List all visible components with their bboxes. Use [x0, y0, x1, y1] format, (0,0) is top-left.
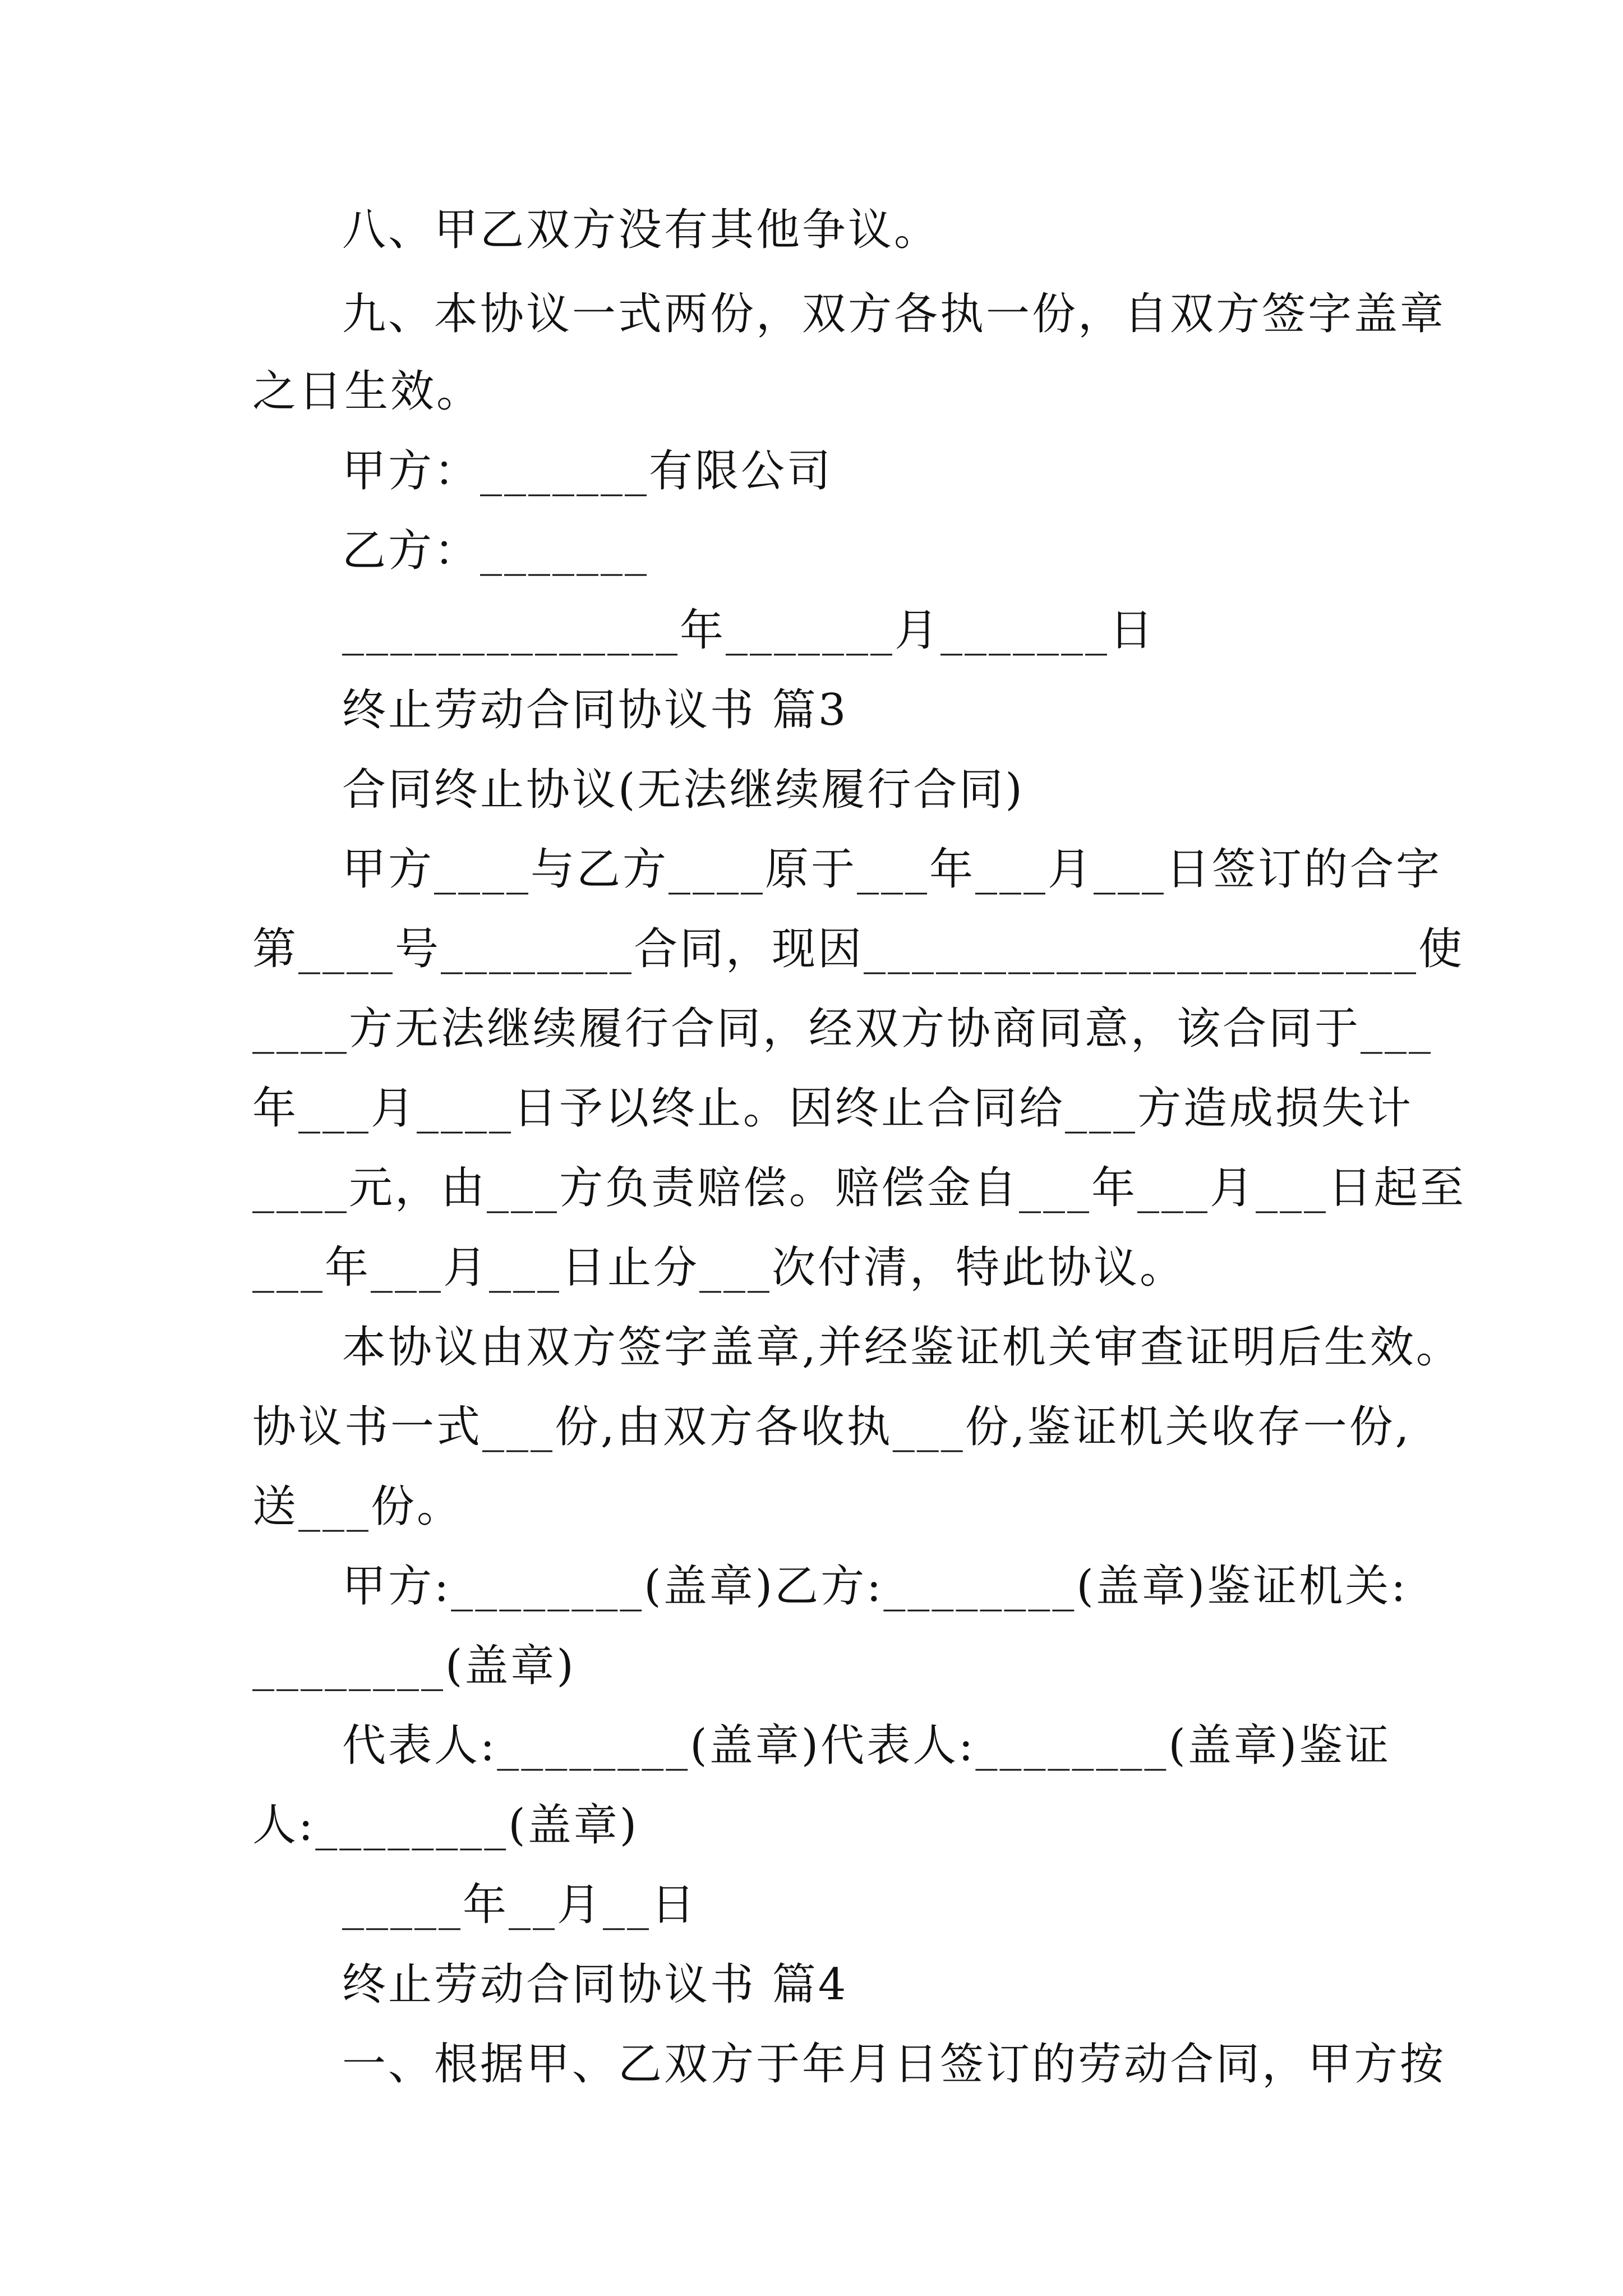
- clause-9: 九、本协议一式两份，双方各执一份，自双方签字盖章: [342, 289, 1446, 339]
- paragraph-line: ____方无法继续履行合同，经双方协商同意，该合同于___: [252, 1004, 1433, 1054]
- paragraph-line: 第____号________合同，现因_______________________使: [252, 924, 1465, 974]
- party-b-signature-line: 乙方：_______: [342, 526, 649, 576]
- signature-line: ________(盖章): [252, 1641, 576, 1691]
- section-title-3: 终止劳动合同协议书 篇3: [342, 685, 849, 735]
- clause-8: 八、甲乙双方没有其他争议。: [342, 205, 940, 255]
- date-line: ______________年_______月_______日: [342, 605, 1156, 656]
- date-line: _____年__月__日: [342, 1880, 698, 1930]
- representative-line: 人:________(盖章): [252, 1800, 639, 1851]
- paragraph-line: 本协议由双方签字盖章,并经鉴证机关审查证明后生效。: [342, 1322, 1462, 1373]
- representative-line: 代表人:________(盖章)代表人:________(盖章)鉴证: [342, 1720, 1391, 1771]
- paragraph-line: 送___份。: [252, 1481, 463, 1532]
- paragraph-line: 年___月____日予以终止。因终止合同给___方造成损失计: [252, 1083, 1414, 1134]
- clause-9-continued: 之日生效。: [252, 366, 483, 417]
- paragraph-line: 协议书一式___份,由双方各收执___份,鉴证机关收存一份,: [252, 1402, 1412, 1452]
- section-title-4: 终止劳动合同协议书 篇4: [342, 1959, 849, 2010]
- agreement-subtitle: 合同终止协议(无法继续履行合同): [342, 765, 1025, 815]
- paragraph-line: ____元，由___方负责赔偿。赔偿金自___年___月___日起至: [252, 1163, 1467, 1213]
- paragraph-line: ___年___月___日止分___次付清，特此协议。: [252, 1243, 1186, 1293]
- paragraph-line: 甲方____与乙方____原于___年___月___日签订的合字: [342, 844, 1442, 895]
- party-a-signature-line: 甲方：_______有限公司: [342, 446, 833, 496]
- signature-line: 甲方:________(盖章)乙方:________(盖章)鉴证机关:: [342, 1561, 1408, 1612]
- paragraph-line: 一、根据甲、乙双方于年月日签订的劳动合同，甲方按: [342, 2039, 1446, 2090]
